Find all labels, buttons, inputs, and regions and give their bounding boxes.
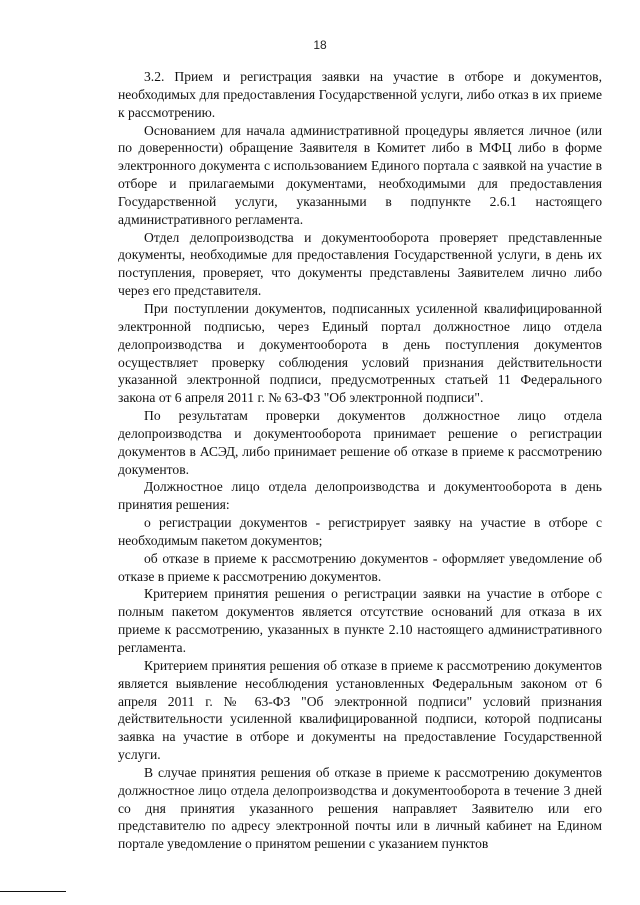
paragraph-refusal-option: об отказе в приеме к рассмотрению документов - оформляет уведомление об отказе в приеме к рассмотрению документов. — [118, 550, 602, 584]
document-body — [118, 68, 602, 853]
paragraph-registration-criterion: Критерием принятия решения о регистрации заявки на участие в отборе с полным пакетом документов является отсутствие оснований для отказа в их приеме к рассмотрению, указанных в пункте 2.10 настоящего административного регламента. — [118, 586, 602, 655]
paragraph-decision-day: Должностное лицо отдела делопроизводства и документооборота в день принятия решения: — [118, 479, 602, 513]
footnote-divider — [0, 891, 66, 892]
paragraph-check-results: По результатам проверки документов должностное лицо отдела делопроизводства и документооборота принимает решение о регистрации документов в АСЭД, либо принимает решение об отказе в приеме к рассмотрению документов. — [118, 408, 602, 477]
page-number: 18 — [313, 38, 327, 52]
paragraph-3-2-heading: 3.2. Прием и регистрация заявки на участие в отборе и документов, необходимых для предоставления Государственной услуги, либо отказ в их приеме к рассмотрению. — [118, 69, 602, 120]
paragraph-records-check: Отдел делопроизводства и документооборота проверяет представленные документы, необходимые для предоставления Государственной услуги, в день их поступления, проверяет, что документы представлены Заявителем лично либо через его представителя. — [118, 229, 602, 299]
paragraph-registration-option: о регистрации документов - регистрирует заявку на участие в отборе с необходимым пакетом документов; — [118, 515, 602, 548]
paragraph-basis: Основанием для начала административной процедуры является личное (или по доверенности) обращение Заявителя в Комитет либо в МФЦ либо в форме электронного документа с использованием Единого портала с заявкой на участие в отборе и прилагаемыми документами, необходимыми для предоставления Государственной услуги, указанными в подпункте 2.6.1 настоящего административного регламента. — [118, 122, 602, 227]
paragraph-refusal-notification: В случае принятия решения об отказе в приеме к рассмотрению документов должностное лицо отдела делопроизводства и документооборота в течение 3 дней со дня принятия указанного решения направляет Заявителю или его представителю по адресу электронной почты или в личный кабинет на Едином портале уведомление о принятом решении с указанием пунктов — [118, 764, 602, 852]
paragraph-refusal-criterion: Критерием принятия решения об отказе в приеме к рассмотрению документов является выявление несоблюдения установленных Федеральным законом от 6 апреля 2011 г. № 63-ФЗ "Об электронной подписи" условий признания действительности усиленной квалифицированной подписи, которой подписаны заявка на участие в отборе и документы на предоставление Государственной услуги. — [118, 657, 602, 763]
paragraph-electronic-signature-check: При поступлении документов, подписанных усиленной квалифицированной электронной подписью, через Единый портал должностное лицо отдела делопроизводства и документооборота в день поступления документов осуществляет проверку соблюдения условий признания действительности указанной электронной подписи, предусмотренных статьей 11 Федерального закона от 6 апреля 2011 г. № 63-ФЗ "Об электронной подписи". — [118, 300, 602, 406]
